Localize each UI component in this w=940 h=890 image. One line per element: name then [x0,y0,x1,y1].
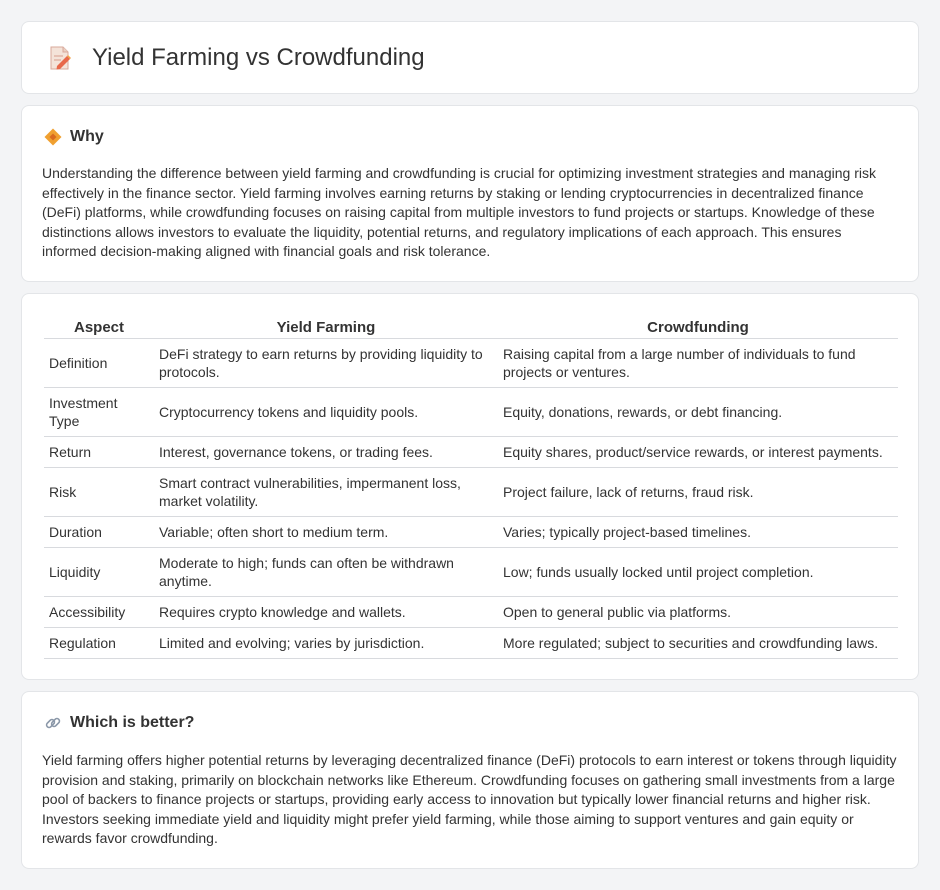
table-row [44,436,898,467]
diamond-sign-icon [44,128,62,146]
table-row [44,516,898,547]
cell-yield-farming: Moderate to high; funds can often be withdrawn anytime. [154,547,498,596]
table-row [44,547,898,596]
cell-crowdfunding: Open to general public via platforms. [498,596,898,627]
cell-aspect: Regulation [44,627,154,658]
cell-aspect: Investment Type [44,387,154,436]
link-icon [44,714,62,732]
better-heading-row [44,714,194,732]
cell-aspect: Liquidity [44,547,154,596]
header-crowdfunding: Crowdfunding [498,314,898,338]
cell-yield-farming: Cryptocurrency tokens and liquidity pools. [154,387,498,436]
cell-yield-farming: Variable; often short to medium term. [154,516,498,547]
cell-crowdfunding: Varies; typically project-based timelines. [498,516,898,547]
cell-yield-farming: DeFi strategy to earn returns by providing liquidity to protocols. [154,338,498,387]
cell-aspect: Risk [44,467,154,516]
why-heading: Why [70,128,104,145]
cell-aspect: Return [44,436,154,467]
table-header-row [44,314,898,338]
why-heading-row [44,128,104,146]
cell-yield-farming: Limited and evolving; varies by jurisdiction. [154,627,498,658]
cell-aspect: Accessibility [44,596,154,627]
cell-crowdfunding: Project failure, lack of returns, fraud risk. [498,467,898,516]
cell-aspect: Definition [44,338,154,387]
better-text: Yield farming offers higher potential returns by leveraging decentralized finance (DeFi) protocols to earn interest or tokens through liquidity provision and staking, primarily on blockchain networks like Ethereum. Crowdfunding focuses on gathering small investments from a large pool of backers to finance projects or startups, providing early access to innovation but typically lower financial returns and higher risk. Investors seeking immediate yield and liquidity might prefer yield farming, while those aiming to support ventures and gain equity or rewards favor crowdfunding. [42,752,897,846]
title-row [48,44,425,72]
cell-crowdfunding: More regulated; subject to securities and crowdfunding laws. [498,627,898,658]
cell-aspect: Duration [44,516,154,547]
better-heading: Which is better? [70,714,195,731]
cell-yield-farming: Smart contract vulnerabilities, impermanent loss, market volatility. [154,467,498,516]
table-row [44,596,898,627]
table-row [44,627,898,658]
which-is-better-section [21,691,919,869]
title-card [21,21,919,94]
comparison-table [44,314,898,659]
comparison-section [21,293,919,680]
cell-crowdfunding: Equity, donations, rewards, or debt financing. [498,387,898,436]
table-row [44,467,898,516]
page-title: Yield Farming vs Crowdfunding [92,44,425,71]
why-section [21,105,919,282]
cell-yield-farming: Interest, governance tokens, or trading fees. [154,436,498,467]
cell-crowdfunding: Raising capital from a large number of individuals to fund projects or ventures. [498,338,898,387]
header-yield-farming: Yield Farming [154,314,498,338]
cell-yield-farming: Requires crypto knowledge and wallets. [154,596,498,627]
header-aspect: Aspect [44,314,154,338]
why-text: Understanding the difference between yield farming and crowdfunding is crucial for optimizing investment strategies and managing risk effectively in the finance sector. Yield farming involves earning returns by staking or lending cryptocurrencies in decentralized finance (DeFi) platforms, while crowdfunding focuses on raising capital from multiple investors to fund projects or startups. Knowledge of these distinctions allows investors to evaluate the liquidity, potential returns, and regulatory implications of each approach. This ensures informed decision-making aligned with financial goals and risk tolerance. [42,165,876,259]
table-row [44,387,898,436]
table-row [44,338,898,387]
document-pencil-icon [48,45,72,71]
cell-crowdfunding: Low; funds usually locked until project completion. [498,547,898,596]
cell-crowdfunding: Equity shares, product/service rewards, or interest payments. [498,436,898,467]
